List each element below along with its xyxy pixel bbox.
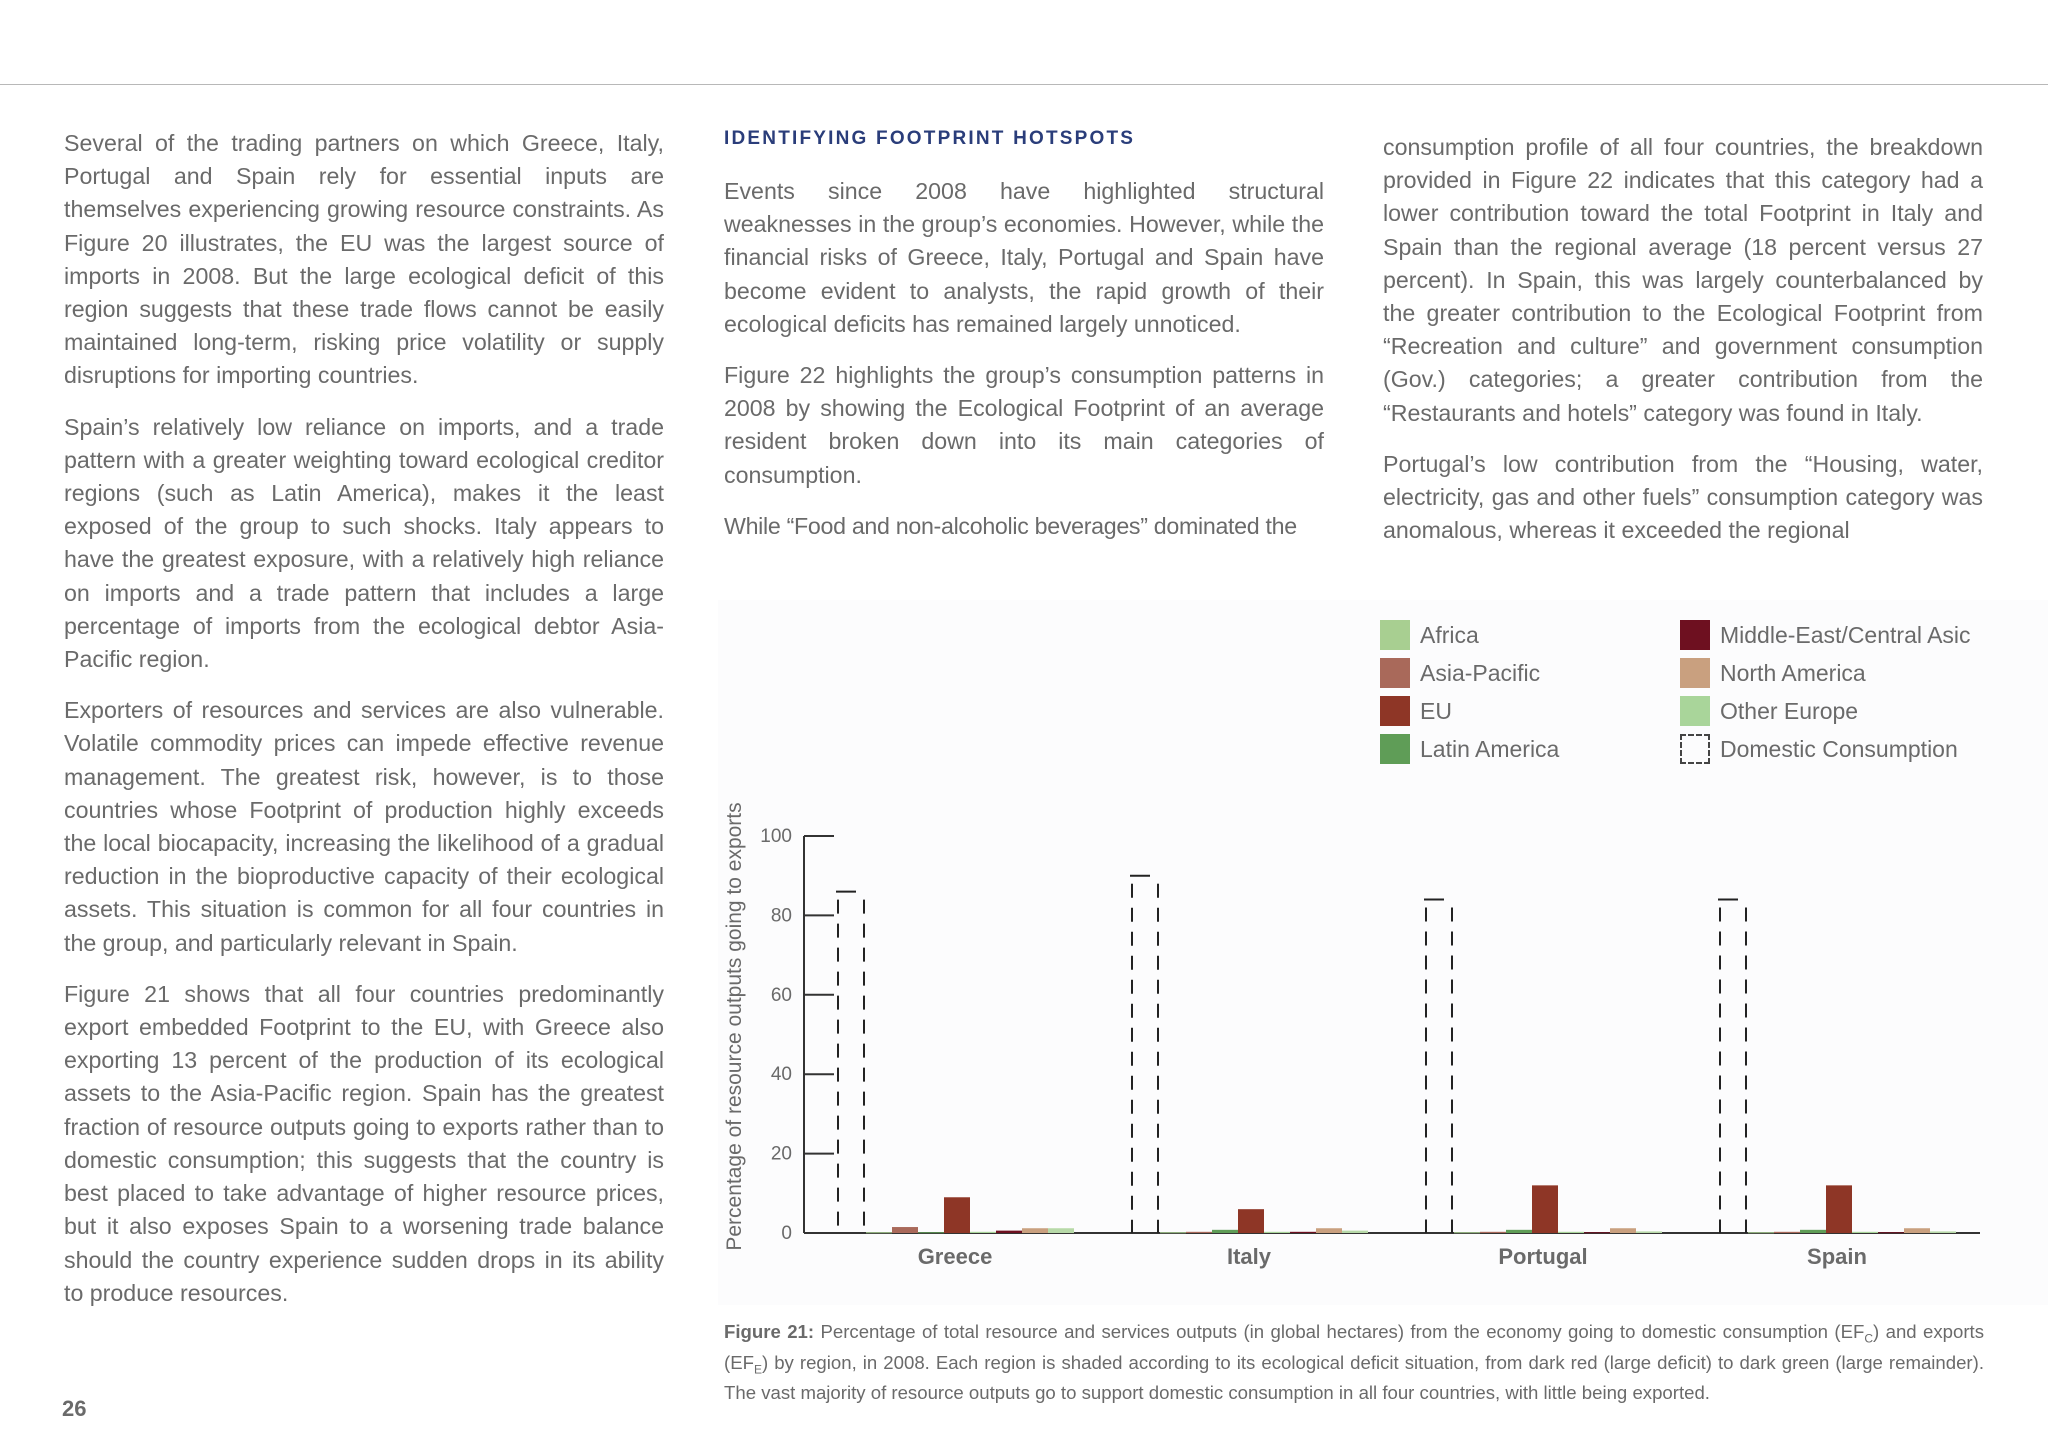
- legend-label: Latin America: [1420, 735, 1560, 762]
- paragraph: Figure 21 shows that all four countries predominantly export embedded Footprint to the EU, with Greece also exporting 13 percent of the production of its ecological assets to the Asia-Pacific region. Spain has the greatest fraction of resource outputs going to exports rather than to domestic consumption; this suggests that the country is best placed to take advantage of higher resource prices, but it also exposes Spain to a worsening trade balance should the country experience sudden drops in its ability to produce resources.: [64, 980, 664, 1306]
- legend-label: EU: [1420, 697, 1452, 724]
- export-bar: [1048, 1228, 1074, 1233]
- paragraph: Events since 2008 have highlighted structural weaknesses in the group’s economies. However, while the financial risks of Greece, Italy, Portugal and Spain have become evident to analysts, the rapid growth of their ecological deficits has remained largely unnoticed.: [724, 178, 1324, 337]
- export-bar: [1852, 1232, 1878, 1233]
- paragraph: Several of the trading partners on which Greece, Italy, Portugal and Spain rely for essential inputs are themselves experiencing growing resource constraints. As Figure 20 illustrates, the EU was the largest source of imports in 2008. But the large ecological deficit of this region suggests that these trade flows cannot be easily maintained long-term, risking price volatility or supply disruptions for importing countries.: [64, 130, 664, 389]
- legend-swatch: [1380, 620, 1410, 650]
- legend-item-africa: [1380, 620, 1479, 650]
- export-bar: [1904, 1228, 1930, 1233]
- export-bar: [1636, 1231, 1662, 1233]
- export-bar: [1800, 1230, 1826, 1233]
- category-label: Italy: [1226, 1244, 1272, 1269]
- y-tick-label: 80: [770, 905, 792, 927]
- legend-item-middle-east: [1680, 620, 1971, 650]
- export-bar: [1290, 1232, 1316, 1233]
- paragraph: Portugal’s low contribution from the “Housing, water, electricity, gas and other fuels” consumption category was anomalous, whereas it exceeded the regional: [1383, 450, 1983, 544]
- caption-text: ) by region, in 2008. Each region is shaded according to its ecological deficit situation, from dark red (large deficit) to dark green (large remainder). The vast majority of resource outputs go to support domestic consumption in all four countries, with little being exported.: [724, 1351, 1984, 1404]
- legend-item-latin-america: [1380, 734, 1559, 764]
- legend-swatch-dashed: [1680, 734, 1710, 764]
- export-bar: [1878, 1232, 1904, 1233]
- paragraph: While “Food and non-alcoholic beverages” dominated the: [724, 512, 1297, 539]
- figure-caption: [724, 1320, 1984, 1404]
- export-bar: [1212, 1230, 1238, 1233]
- y-tick-label: 60: [770, 984, 792, 1006]
- export-bar: [1930, 1231, 1956, 1233]
- paragraph: consumption profile of all four countries, the breakdown provided in Figure 22 indicates that this category had a lower contribution toward the total Footprint in Italy and Spain than the regional average (18 percent versus 27 percent). In Spain, this was largely counterbalanced by the greater contribution to the Ecological Footprint from “Recreation and culture” and government consumption (Gov.) categories; a greater contribution from the “Restaurants and hotels” category was found in Italy.: [1383, 134, 1983, 426]
- export-bar: [1748, 1232, 1774, 1233]
- y-tick-label: 20: [770, 1143, 792, 1165]
- export-bar: [892, 1227, 918, 1233]
- category-label: Portugal: [1498, 1244, 1588, 1269]
- y-tick-label: 100: [760, 826, 792, 847]
- export-bar: [1584, 1232, 1610, 1233]
- export-bar: [1316, 1228, 1342, 1233]
- legend-swatch: [1680, 696, 1710, 726]
- legend-label: Domestic Consumption: [1720, 735, 1958, 762]
- paragraph: Spain’s relatively low reliance on imports, and a trade pattern with a greater weighting toward ecological creditor regions (such as Latin America), makes it the least exposed of the group to such shocks. Italy appears to have the greatest exposure, with a relatively high reliance on imports and a trade pattern that includes a large percentage of imports from the ecological debtor Asia-Pacific region.: [64, 413, 664, 673]
- export-bar: [1532, 1185, 1558, 1233]
- export-bar: [1506, 1230, 1532, 1233]
- page-number: 26: [62, 1396, 87, 1421]
- legend-swatch: [1380, 734, 1410, 764]
- text-column-3: [1383, 131, 1983, 565]
- legend-swatch: [1380, 658, 1410, 688]
- legend-label: Asia-Pacific: [1420, 659, 1541, 686]
- legend-item-north-america: [1680, 658, 1866, 688]
- category-label: Greece: [917, 1244, 993, 1269]
- paragraph: Figure 22 highlights the group’s consumption patterns in 2008 by showing the Ecological Footprint of an average resident broken down into its main categories of consumption.: [724, 362, 1324, 488]
- caption-text: ) and exports (EF: [724, 1321, 1984, 1373]
- legend-label: North America: [1720, 659, 1866, 686]
- paragraph: Exporters of resources and services are also vulnerable. Volatile commodity prices can impede effective revenue management. The greatest risk, however, is to those countries whose Footprint of production highly exceeds the local biocapacity, increasing the likelihood of a gradual reduction in the bioproductive capacity of their ecological assets. This situation is common for all four countries in the group, and particularly relevant in Spain.: [64, 697, 664, 956]
- legend-swatch: [1380, 696, 1410, 726]
- export-bar: [1454, 1232, 1480, 1233]
- category-label: Spain: [1807, 1244, 1867, 1269]
- export-bar: [1238, 1209, 1264, 1233]
- text-column-2: [724, 125, 1324, 561]
- text-column-1: [64, 127, 664, 1328]
- export-bar: [970, 1232, 996, 1233]
- y-axis-label: Percentage of resource outputs going to exports: [723, 802, 746, 1251]
- legend-label: Middle-East/Central Asic: [1720, 621, 1971, 648]
- export-bar: [1826, 1185, 1852, 1233]
- legend-item-asia-pacific: [1380, 658, 1540, 688]
- export-bar: [1186, 1232, 1212, 1233]
- y-tick-label: 0: [781, 1223, 792, 1244]
- caption-subscript: C: [1864, 1331, 1874, 1346]
- caption-subscript: E: [753, 1362, 762, 1377]
- export-bar: [944, 1197, 970, 1233]
- y-tick-label: 40: [770, 1064, 792, 1086]
- header-rule: [0, 84, 2048, 85]
- legend-swatch: [1680, 658, 1710, 688]
- export-bar: [1480, 1232, 1506, 1233]
- caption-label: Figure 21:: [724, 1321, 815, 1342]
- export-bar: [918, 1232, 944, 1233]
- export-bar: [1264, 1232, 1290, 1233]
- legend-label: Other Europe: [1720, 697, 1859, 724]
- export-chart: [718, 770, 2028, 1280]
- legend-item-domestic-consumption: [1680, 734, 1958, 764]
- export-bar: [1160, 1232, 1186, 1233]
- legend-swatch: [1680, 620, 1710, 650]
- export-bar: [1342, 1231, 1368, 1233]
- legend-item-other-europe: [1680, 696, 1858, 726]
- export-bar: [996, 1231, 1022, 1233]
- caption-text: Percentage of total resource and services outputs (in global hectares) from the economy going to domestic consumption (EF: [814, 1321, 1865, 1342]
- export-bar: [1022, 1228, 1048, 1233]
- legend-item-eu: [1380, 696, 1452, 726]
- export-bar: [1558, 1232, 1584, 1233]
- export-bar: [866, 1232, 892, 1233]
- legend-label: Africa: [1420, 621, 1479, 648]
- export-bar: [1774, 1232, 1800, 1233]
- export-bar: [1610, 1228, 1636, 1233]
- section-heading: IDENTIFYING FOOTPRINT HOTSPOTS: [724, 128, 1136, 149]
